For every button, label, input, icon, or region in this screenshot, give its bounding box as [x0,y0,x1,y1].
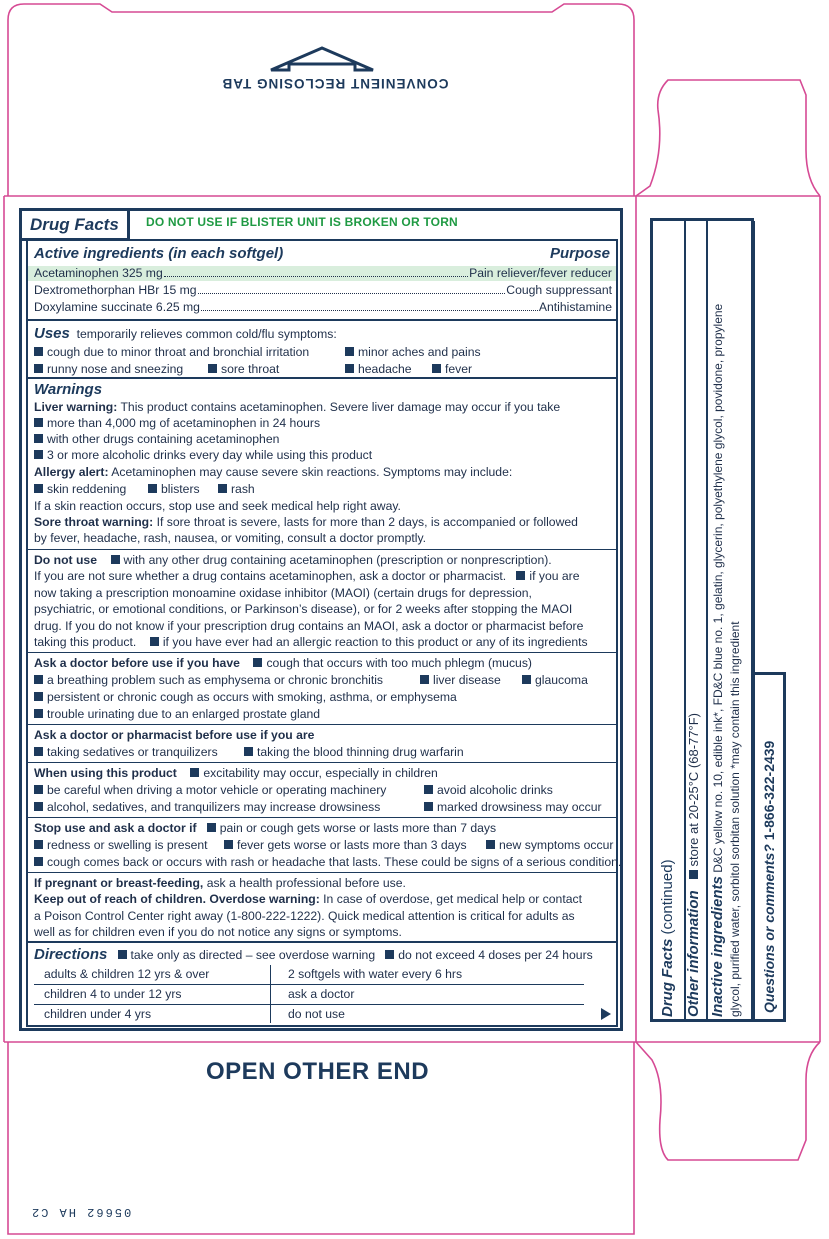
side-panel-rotated [653,221,753,1021]
liver-item: more than 4,000 mg of acetaminophen in 24 hours [34,416,320,431]
do-not-use-line: psychiatric, or emotional conditions, or Parkinson’s disease), or for 2 weeks after stopping the MAOI [34,602,573,616]
purpose-heading: Purpose [549,245,610,262]
uses-intro: temporarily relieves common cold/flu symptoms: [76,327,337,341]
open-other-end-label: OPEN OTHER END [206,1058,430,1085]
inactive-ingredients-cont: glycol, purified water, sorbitol sorbitan solution *may contain this ingredient [728,621,742,1017]
ask-doctor-item: a breathing problem such as emphysema or chronic bronchitis [34,673,383,688]
allergy-item: blisters [148,482,200,497]
ask-doctor: Ask a doctor before use if you have cough that occurs with too much phlegm (mucus) [34,656,532,670]
when-using-item: avoid alcoholic drinks [424,783,553,798]
table-divider [34,1004,584,1005]
liver-warning: Liver warning: This product contains acetaminophen. Severe liver damage may occur if you take [34,400,561,414]
sore-throat-warning: Sore throat warning: If sore throat is severe, lasts for more than 2 days, is accompanied or followed [34,515,578,529]
drug-facts-continued-panel [650,218,754,1022]
directions-table [34,965,584,1023]
when-using: When using this product excitability may occur, especially in children [34,766,438,780]
divider [28,762,616,763]
ingredient: Dextromethorphan HBr 15 mg [34,283,197,297]
keep-out-of-reach: Keep out of reach of children. Overdose warning: In case of overdose, get medical help or contact [34,892,582,906]
inactive-ingredients: Inactive ingredients D&C yellow no. 10, edible ink*, FD&C blue no. 1, gelatin, glycerin, polyethylene glycol, povidone, propylene [709,303,726,1017]
drug-facts-title: Drug Facts [30,215,119,234]
stop-use-item: fever gets worse or lasts more than 3 days [224,838,467,853]
purpose: Cough suppressant [506,283,612,297]
liver-item: 3 or more alcoholic drinks every day while using this product [34,448,372,463]
uses-line [34,326,337,342]
questions-rotated [757,679,785,1019]
allergy-item: skin reddening [34,482,126,497]
do-not-use-line: drug. If you do not know if your prescription drug contains an MAOI, ask a doctor or pharmacist before [34,619,584,633]
directions-section [26,941,618,1027]
directions-line: Directions take only as directed – see overdose warning do not exceed 4 doses per 24 hours [34,946,593,963]
allergy-after: If a skin reaction occurs, stop use and seek medical help right away. [34,499,401,513]
divider [28,549,616,550]
side-title: Drug Facts (continued) [659,859,676,1017]
when-using-item: alcohol, sedatives, and tranquilizers may increase drowsiness [34,800,380,815]
use-item: sore throat [208,362,279,377]
do-not-use-line: now taking a prescription monoamine oxidase inhibitor (MAOI) (certain drugs for depression, [34,586,532,600]
directions-heading: Directions [34,946,108,963]
table-cell: do not use [288,1007,345,1021]
divider [28,817,616,818]
ask-doctor-item: glaucoma [522,673,588,688]
do-not-use-line: taking this product. if you have ever had an allergic reaction to this product or any of its ingredients [34,635,588,649]
divider [28,652,616,653]
do-not-use: Do not use with any other drug containing acetaminophen (prescription or nonprescription). [34,553,552,567]
keep-out-of-reach-cont: well as for children even if you do not notice any signs or symptoms. [34,925,402,939]
divider [28,724,616,725]
table-cell: children under 4 yrs [44,1007,152,1021]
reclosing-tab-label: CONVENIENT RECLOSING TAB [221,76,449,91]
ask-doctor-item: liver disease [420,673,501,688]
active-row [34,283,612,298]
ask-doctor-item: trouble urinating due to an enlarged prostate gland [34,707,320,722]
table-divider [34,984,584,985]
continue-arrow-icon [600,1007,612,1021]
up-arrow-icon [265,46,379,74]
allergy-alert: Allergy alert: Acetaminophen may cause severe skin reactions. Symptoms may include: [34,465,513,479]
sore-throat-warning-cont: by fever, headache, rash, nausea, or vomiting, consult a doctor promptly. [34,531,427,545]
active-heading: Active ingredients (in each softgel) [34,245,284,262]
use-item: runny nose and sneezing [34,362,183,377]
lot-code: 05662 HA C2 [30,1205,132,1219]
use-item: fever [432,362,472,377]
active-row [34,266,612,281]
table-cell: ask a doctor [288,987,355,1001]
purpose: Pain reliever/fever reducer [469,266,612,280]
ask-pharmacist-item: taking the blood thinning drug warfarin [244,745,464,760]
purpose: Antihistamine [538,300,612,314]
when-using-item: marked drowsiness may occur [424,800,602,815]
drug-facts-panel [19,208,623,1031]
stop-use-item: cough comes back or occurs with rash or headache that lasts. These could be signs of a serious condition. [34,855,621,870]
ask-pharmacist: Ask a doctor or pharmacist before use if you are [34,728,315,742]
stop-use: Stop use and ask a doctor if pain or cough gets worse or lasts more than 7 days [34,821,497,835]
other-information: Other information store at 20-25°C (68-77°F) [685,713,702,1017]
ask-doctor-item: persistent or chronic cough as occurs with smoking, asthma, or emphysema [34,690,457,705]
active-ingredients-section [26,239,618,321]
table-cell: children 4 to under 12 yrs [44,987,182,1001]
allergy-item: rash [218,482,255,497]
table-column-divider [270,965,271,1023]
table-cell: 2 softgels with water every 6 hrs [288,967,463,981]
table-cell: adults & children 12 yrs & over [44,967,210,981]
ask-pharmacist-item: taking sedatives or tranquilizers [34,745,218,760]
use-item: cough due to minor throat and bronchial irritation [34,345,309,360]
questions-panel [752,672,786,1022]
uses-heading: Uses [34,325,70,342]
ingredient: Acetaminophen 325 mg [34,266,163,280]
stop-use-item: redness or swelling is present [34,838,208,853]
do-not-use-line: If you are not sure whether a drug contains acetaminophen, ask a doctor or pharmacist. if you are [34,569,580,583]
questions-text: Questions or comments? 1-866-322-2439 [761,740,777,1013]
warnings-section [26,377,622,943]
drug-facts-title-box [22,211,130,241]
use-item: minor aches and pains [345,345,481,360]
when-using-item: be careful when driving a motor vehicle or operating machinery [34,783,386,798]
active-row [34,300,612,315]
blister-warning: DO NOT USE IF BLISTER UNIT IS BROKEN OR TORN [146,215,458,229]
uses-section [26,319,618,379]
use-item: headache [345,362,412,377]
keep-out-of-reach-cont: a Poison Control Center right away (1-800-222-1222). Quick medical attention is critical for adults as [34,909,575,923]
liver-item: with other drugs containing acetaminophen [34,432,279,447]
pregnant-warning: If pregnant or breast-feeding, ask a health professional before use. [34,876,406,890]
ingredient: Doxylamine succinate 6.25 mg [34,300,200,314]
stop-use-item: new symptoms occur [486,838,613,853]
warnings-heading: Warnings [34,381,103,398]
divider [28,872,616,873]
